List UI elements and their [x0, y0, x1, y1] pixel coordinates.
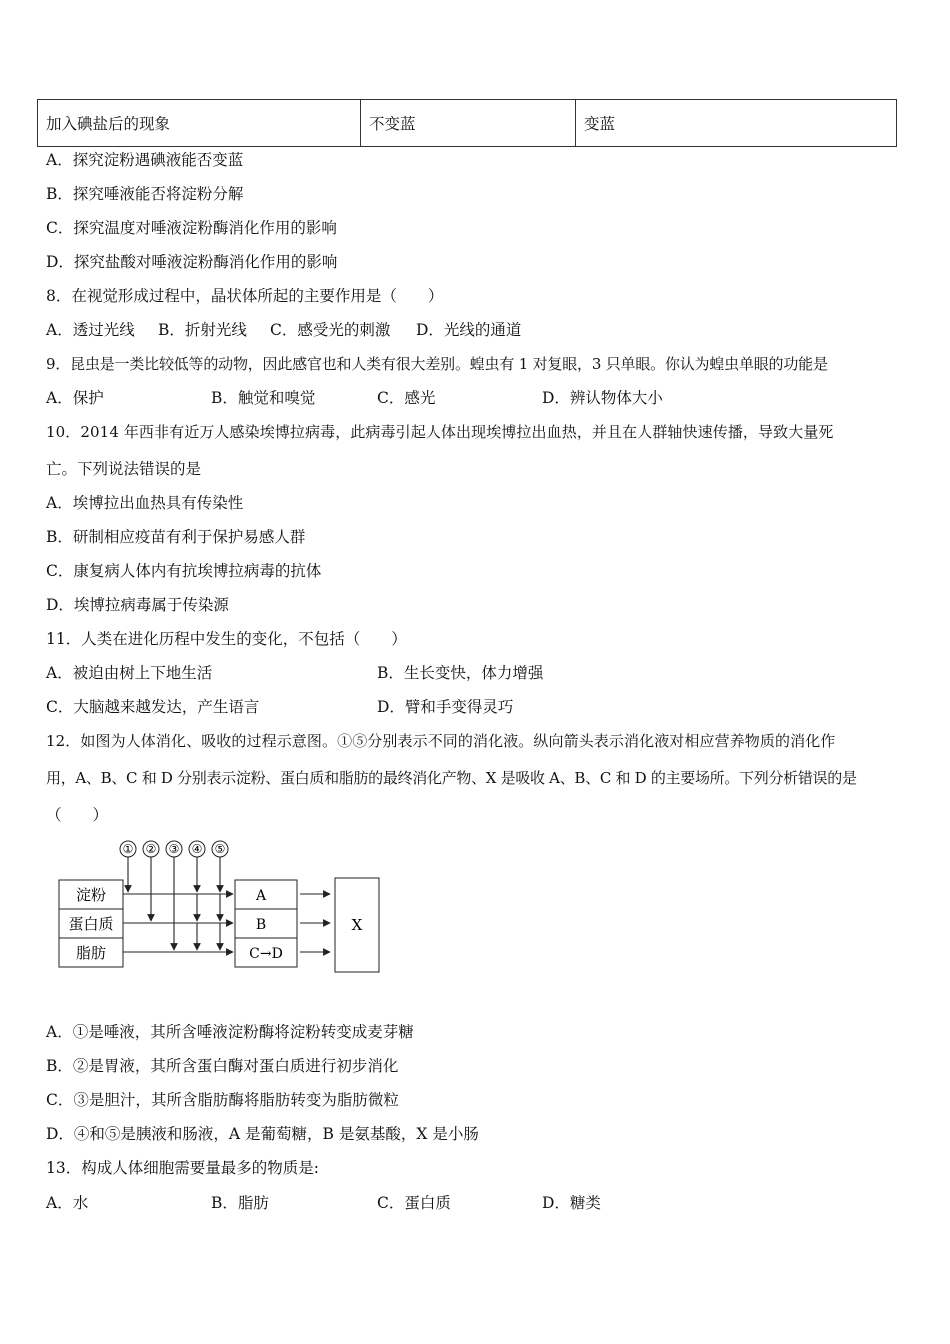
q10-option-a: A．埃博拉出血热具有传染性 — [46, 494, 244, 512]
q9-option-b: B．触觉和嗅觉 — [211, 389, 316, 407]
q8-option-c: C．感受光的刺激 — [270, 321, 391, 339]
q9-option-c: C．感光 — [377, 389, 436, 407]
digestion-diagram — [50, 836, 390, 981]
q13-option-c: C．蛋白质 — [377, 1194, 451, 1212]
q7-option-a: A．探究淀粉遇碘液能否变蓝 — [46, 151, 244, 169]
q12-option-c: C．③是胆汁，其所含脂肪酶将脂肪转变为脂肪微粒 — [46, 1091, 399, 1109]
q10-option-d: D．埃博拉病毒属于传染源 — [46, 596, 229, 614]
q12-option-b: B．②是胃液，其所含蛋白酶对蛋白质进行初步消化 — [46, 1057, 399, 1075]
svg-text:①: ① — [122, 842, 134, 856]
nutrient-fat: 脂肪 — [75, 944, 107, 962]
q7-option-c: C．探究温度对唾液淀粉酶消化作用的影响 — [46, 219, 337, 237]
q12-option-a: A．①是唾液，其所含唾液淀粉酶将淀粉转变成麦芽糖 — [46, 1023, 414, 1041]
site-x: X — [351, 916, 363, 934]
q11-stem: 11．人类在进化历程中发生的变化，不包括（ ） — [46, 630, 407, 648]
q9-option-d: D．辨认物体大小 — [542, 389, 663, 407]
q8-option-d: D．光线的通道 — [416, 321, 522, 339]
q12-stem-line2: 用，A、B、C 和 D 分别表示淀粉、蛋白质和脂肪的最终消化产物、X 是吸收 A、B、C 和 D 的主要场所。下列分析错误的是 — [46, 769, 857, 787]
table-cell-label: 加入碘盐后的现象 — [38, 100, 361, 147]
product-b: B — [255, 917, 267, 933]
q12-stem-line1: 12．如图为人体消化、吸收的过程示意图。①⑤分别表示不同的消化液。纵向箭头表示消化液对相应营养物质的消化作 — [46, 732, 836, 750]
q7-option-b: B．探究唾液能否将淀粉分解 — [46, 185, 244, 203]
q8-option-b: B．折射光线 — [158, 321, 247, 339]
q12-stem-line3: （ ） — [46, 806, 109, 824]
svg-text:③: ③ — [168, 842, 180, 856]
juice-3-label — [166, 841, 182, 857]
q10-option-c: C．康复病人体内有抗埃博拉病毒的抗体 — [46, 562, 322, 580]
q10-stem-line2: 亡。下列说法错误的是 — [46, 460, 202, 478]
result-table — [37, 99, 897, 147]
q13-option-a: A．水 — [46, 1194, 89, 1212]
q13-stem: 13．构成人体细胞需要量最多的物质是: — [46, 1159, 319, 1177]
q10-option-b: B．研制相应疫苗有利于保护易感人群 — [46, 528, 306, 546]
svg-text:②: ② — [145, 842, 157, 856]
svg-text:④: ④ — [191, 842, 203, 856]
q9-option-a: A．保护 — [46, 389, 104, 407]
q13-option-d: D．糖类 — [542, 1194, 601, 1212]
q12-option-d: D．④和⑤是胰液和肠液，A 是葡萄糖，B 是氨基酸，X 是小肠 — [46, 1125, 479, 1143]
juice-1-label — [120, 841, 136, 857]
q13-option-b: B．脂肪 — [211, 1194, 269, 1212]
table-cell-no-blue: 不变蓝 — [361, 100, 576, 147]
q10-stem-line1: 10．2014 年西非有近万人感染埃博拉病毒，此病毒引起人体出现埃博拉出血热，并且在人群轴快速传播，导致大量死 — [46, 423, 834, 441]
q11-option-a: A．被迫由树上下地生活 — [46, 664, 213, 682]
q11-option-b: B．生长变快，体力增强 — [377, 664, 544, 682]
juice-4-label — [189, 841, 205, 857]
q8-option-a: A．透过光线 — [46, 321, 135, 339]
juice-2-label — [143, 841, 159, 857]
product-cd: C→D — [249, 946, 283, 962]
nutrient-protein: 蛋白质 — [68, 915, 114, 933]
nutrient-starch: 淀粉 — [75, 886, 107, 904]
q7-option-d: D．探究盐酸对唾液淀粉酶消化作用的影响 — [46, 253, 338, 271]
q11-option-d: D．臂和手变得灵巧 — [377, 698, 514, 716]
product-a: A — [255, 888, 267, 904]
q9-stem: 9．昆虫是一类比较低等的动物，因此感官也和人类有很大差别。蝗虫有 1 对复眼，3 只单眼。你认为蝗虫单眼的功能是 — [46, 355, 828, 373]
svg-text:⑤: ⑤ — [214, 842, 226, 856]
q11-option-c: C．大脑越来越发达，产生语言 — [46, 698, 260, 716]
q8-stem: 8．在视觉形成过程中，晶状体所起的主要作用是（ ） — [46, 287, 444, 305]
juice-5-label — [212, 841, 228, 857]
table-cell-blue: 变蓝 — [576, 100, 897, 147]
